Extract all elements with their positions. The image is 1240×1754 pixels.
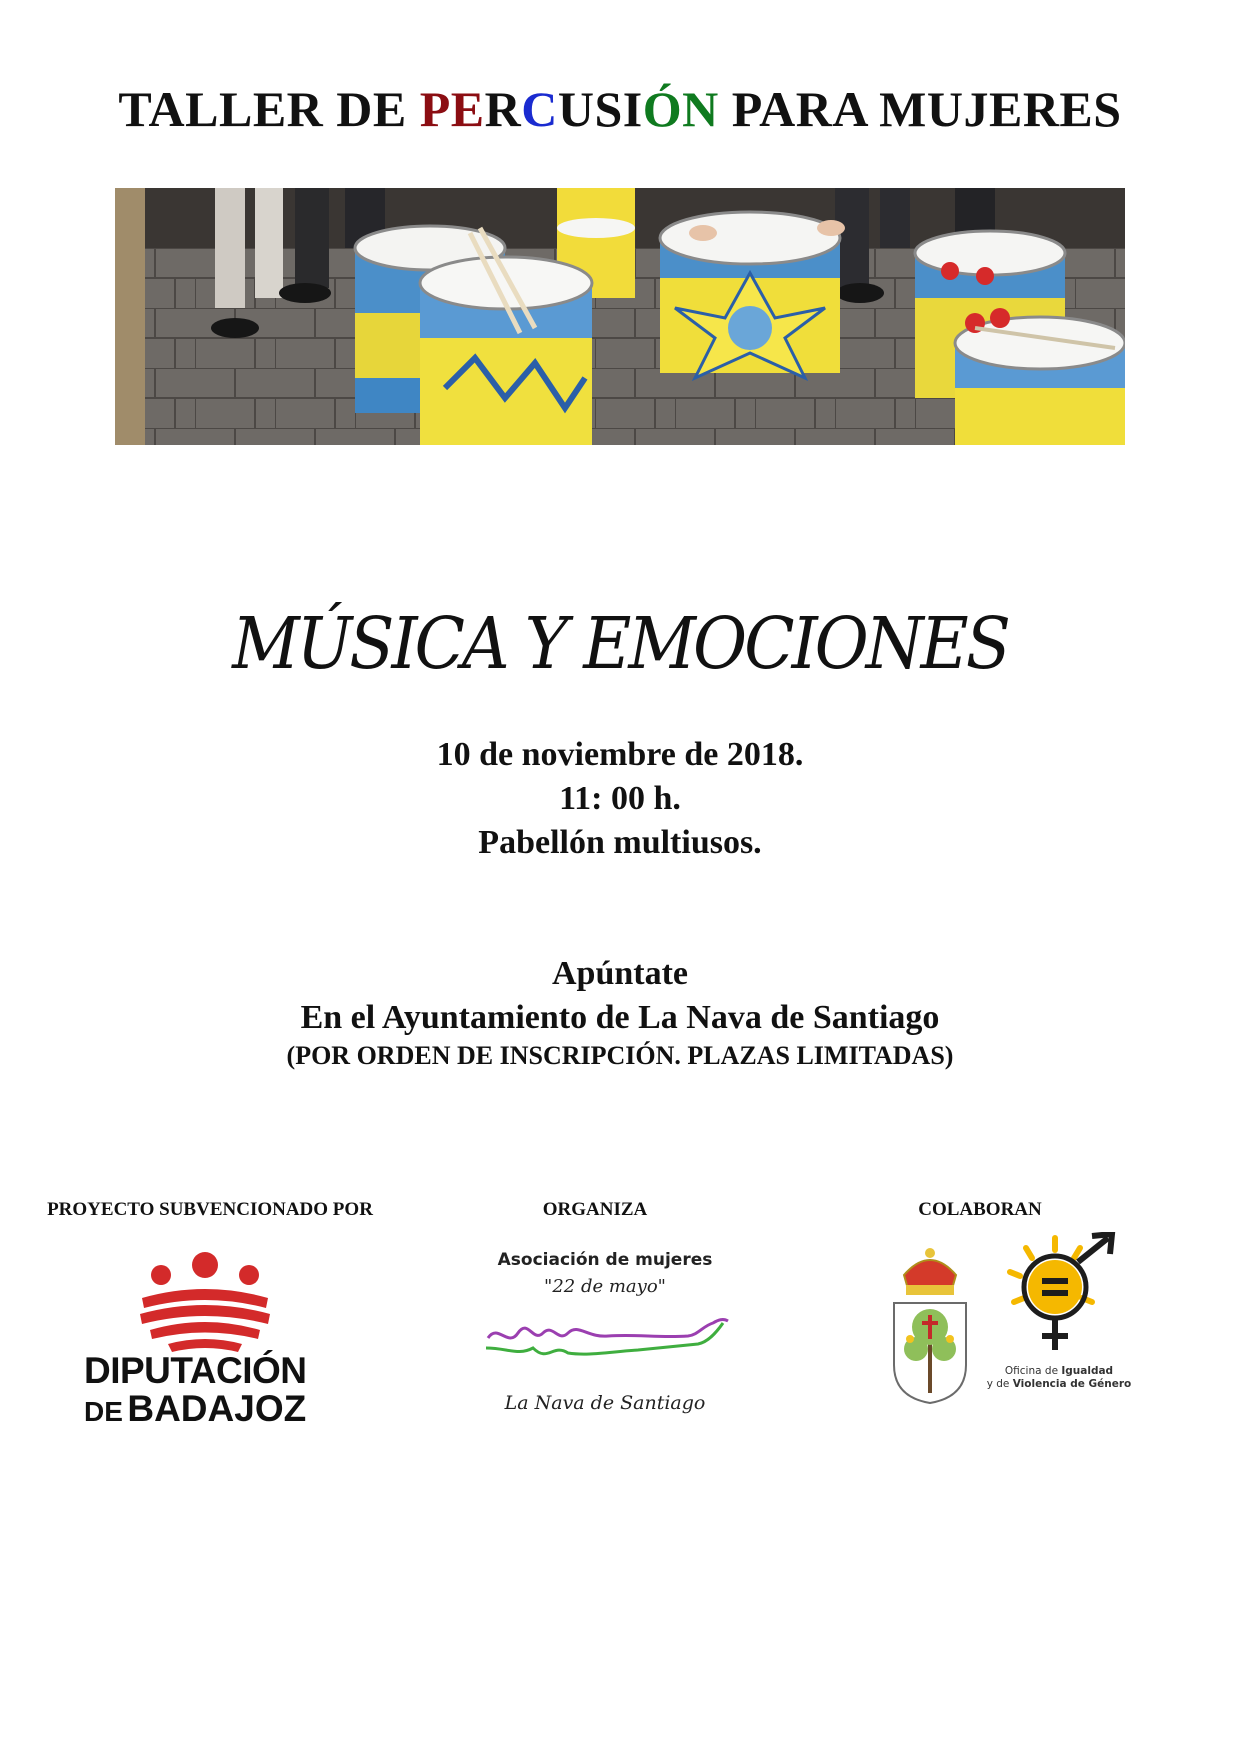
title-segment: ÓN <box>642 81 719 137</box>
signup-info <box>0 952 1240 1072</box>
association-name: Asociación de mujeres <box>497 1250 713 1270</box>
collaborators-label: COLABORAN <box>918 1199 1042 1220</box>
event-info <box>0 733 1240 865</box>
title-prefix: TALLER DE <box>118 81 420 137</box>
diputacion-line2-big: BADAJOZ <box>127 1388 307 1429</box>
percussion-drums-photo <box>115 188 1125 445</box>
diputacion-line2-small: DE <box>84 1396 123 1427</box>
event-date: 10 de noviembre de 2018. <box>436 736 804 773</box>
municipal-coat-of-arms-icon <box>884 1245 976 1405</box>
signup-heading: Apúntate <box>551 955 689 992</box>
diputacion-line1: DIPUTACIÓN <box>84 1350 307 1391</box>
igualdad-line1-light: Oficina de <box>1004 1365 1062 1377</box>
title-segment: PE <box>419 81 485 137</box>
diputacion-logo-text <box>84 1352 306 1436</box>
title-segment: C <box>521 81 558 137</box>
organizer-label: ORGANIZA <box>542 1199 648 1220</box>
title-suffix: PARA MUJERES <box>718 81 1122 137</box>
title-segment: R <box>484 81 522 137</box>
igualdad-line2-bold: Violencia de Género <box>1012 1378 1132 1390</box>
signup-note: (POR ORDEN DE INSCRIPCIÓN. PLAZAS LIMITADAS) <box>286 1041 954 1070</box>
association-town: La Nava de Santiago <box>504 1392 706 1414</box>
drums-illustration <box>115 188 1125 445</box>
event-time: 11: 00 h. <box>559 780 681 817</box>
gender-equality-icon <box>1000 1232 1118 1362</box>
poster-title <box>0 80 1240 138</box>
igualdad-line2-light: y de <box>986 1378 1013 1390</box>
drum <box>660 212 840 378</box>
drum <box>955 308 1125 445</box>
subsidized-label: PROYECTO SUBVENCIONADO POR <box>47 1199 373 1220</box>
signup-location: En el Ayuntamiento de La Nava de Santiago <box>300 999 940 1036</box>
association-wave-logo-icon <box>478 1308 738 1388</box>
association-subname: "22 de mayo" <box>544 1276 666 1297</box>
title-segment: USI <box>557 81 643 137</box>
event-place: Pabellón multiusos. <box>478 824 762 861</box>
igualdad-line1-bold: Igualdad <box>1061 1365 1114 1377</box>
igualdad-office-text <box>984 1365 1134 1391</box>
event-subtitle: MÚSICA Y EMOCIONES <box>232 601 1008 686</box>
